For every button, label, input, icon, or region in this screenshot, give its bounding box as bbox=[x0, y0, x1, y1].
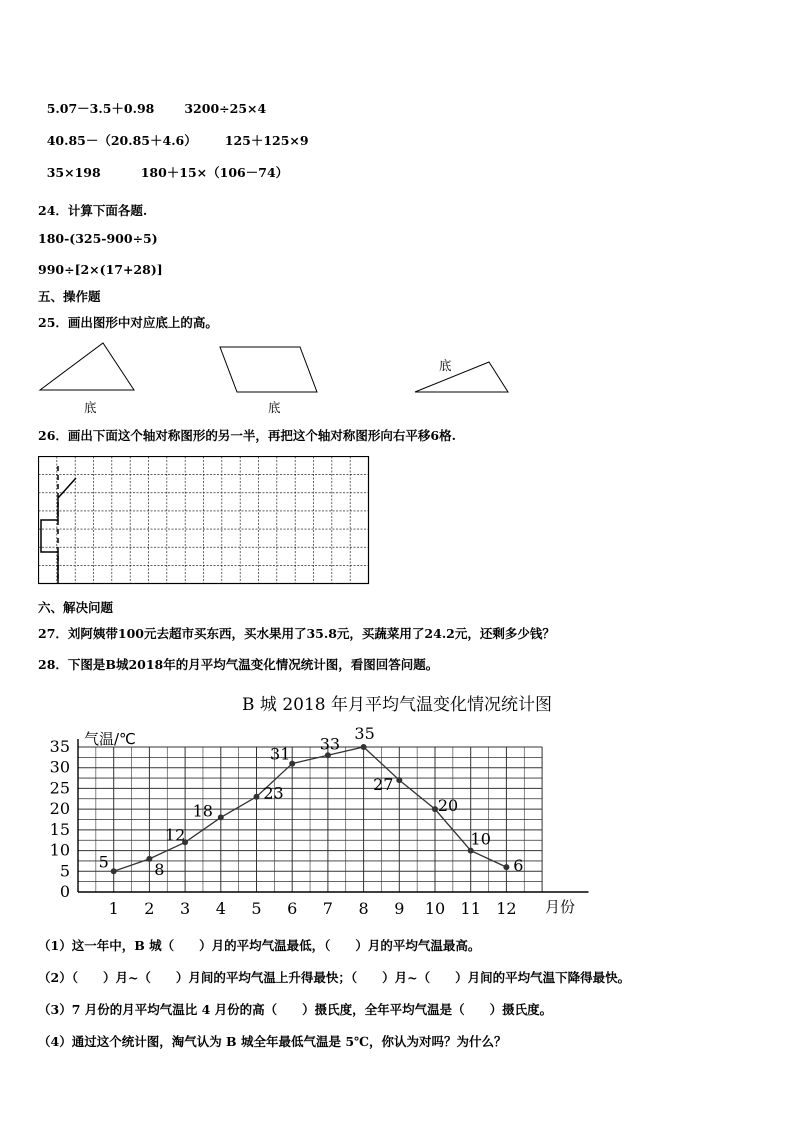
section-6-heading: 六、解决问题 bbox=[38, 600, 114, 615]
x-tick-label: 3 bbox=[180, 899, 191, 918]
base-label: 底 bbox=[84, 400, 97, 415]
question-28-4: （4）通过这个统计图，淘气认为 B 城全年最低气温是 5℃，你认为对吗？为什么？ bbox=[38, 1034, 507, 1049]
y-tick-label: 30 bbox=[49, 757, 70, 777]
y-tick-label: 35 bbox=[49, 737, 70, 756]
question-25-title: 25．画出图形中对应底上的高。 bbox=[38, 315, 218, 330]
question-28-1: （1）这一年中，B 城（ ）月的平均气温最低，（ ）月的平均气温最高。 bbox=[38, 938, 481, 953]
q26-grid bbox=[38, 456, 370, 586]
y-tick-label: 20 bbox=[49, 799, 70, 819]
data-point bbox=[146, 856, 152, 862]
section-5-heading: 五、操作题 bbox=[38, 289, 101, 304]
x-tick-label: 6 bbox=[287, 899, 298, 918]
x-tick-label: 9 bbox=[394, 899, 405, 918]
y-tick-label: 0 bbox=[59, 882, 70, 901]
data-label: 6 bbox=[513, 856, 524, 876]
calc-expression: 5.07－3.5＋0.98 bbox=[46, 101, 155, 116]
question-28-2: （2）（ ）月~（ ）月间的平均气温上升得最快；（ ）月~（ ）月间的平均气温下降得最快。 bbox=[38, 970, 631, 985]
x-tick-label: 12 bbox=[496, 899, 517, 918]
question-28-3: （3）7 月份的月平均气温比 4 月份的高（ ）摄氏度，全年平均气温是（ ）摄氏度。 bbox=[38, 1002, 553, 1017]
x-tick-label: 4 bbox=[215, 899, 226, 918]
x-tick-label: 7 bbox=[322, 899, 333, 918]
data-point bbox=[361, 744, 367, 750]
data-point bbox=[396, 777, 402, 783]
y-tick-label: 15 bbox=[49, 819, 70, 839]
calc-row-3 bbox=[38, 148, 288, 181]
base-label: 底 bbox=[439, 358, 452, 373]
data-point bbox=[218, 814, 224, 820]
x-axis-label: 月份 bbox=[545, 898, 576, 916]
data-point bbox=[254, 794, 260, 800]
line-chart bbox=[30, 720, 610, 920]
x-tick-label: 8 bbox=[358, 899, 369, 918]
data-label: 35 bbox=[354, 724, 375, 743]
question-28: 28．下图是B城2018年的月平均气温变化情况统计图，看图回答问题。 bbox=[38, 657, 439, 672]
question-27: 27．刘阿姨带100元去超市买东西，买水果用了35.8元，买蔬菜用了24.2元，还剩多少钱？ bbox=[38, 626, 555, 641]
data-label: 23 bbox=[263, 783, 284, 803]
y-tick-label: 5 bbox=[59, 861, 70, 881]
x-tick-label: 2 bbox=[144, 899, 155, 918]
data-label: 27 bbox=[373, 775, 394, 795]
x-tick-label: 11 bbox=[460, 899, 481, 918]
data-label: 20 bbox=[437, 796, 459, 816]
x-tick-label: 1 bbox=[108, 899, 119, 918]
calc-row-1 bbox=[38, 84, 266, 117]
y-tick-label: 10 bbox=[49, 840, 70, 860]
data-point bbox=[503, 864, 509, 870]
calc-expression: 125＋125×9 bbox=[224, 133, 309, 148]
x-tick-label: 5 bbox=[251, 899, 262, 918]
calc-expression: 35×198 bbox=[46, 165, 101, 180]
obtuse-triangle-figure bbox=[415, 362, 508, 392]
data-point bbox=[111, 868, 117, 874]
q25-figures bbox=[0, 335, 794, 420]
calc-expression: 180＋15×（106－74） bbox=[140, 165, 289, 180]
question-24-item-1: 180-(325-900÷5) bbox=[38, 231, 158, 246]
data-label: 5 bbox=[98, 852, 109, 872]
calc-expression: 3200÷25×4 bbox=[184, 101, 267, 116]
question-24-title: 24．计算下面各题. bbox=[38, 203, 148, 218]
question-24-item-2: 990÷[2×(17+28)] bbox=[38, 262, 163, 277]
y-axis-label: 气温/℃ bbox=[84, 730, 136, 748]
y-tick-label: 25 bbox=[49, 778, 70, 798]
calc-row-2 bbox=[38, 116, 309, 149]
data-label: 33 bbox=[319, 734, 341, 754]
chart-title: B 城 2018 年月平均气温变化情况统计图 bbox=[242, 695, 552, 715]
data-label: 31 bbox=[270, 744, 291, 764]
base-label: 底 bbox=[268, 400, 281, 415]
calc-expression: 40.85－（20.85＋4.6） bbox=[46, 133, 197, 148]
data-label: 12 bbox=[164, 825, 186, 845]
x-tick-label: 10 bbox=[424, 899, 446, 918]
data-label: 8 bbox=[154, 859, 165, 879]
triangle-figure bbox=[40, 343, 134, 390]
question-26-title: 26．画出下面这个轴对称图形的另一半，再把这个轴对称图形向右平移6格. bbox=[38, 428, 456, 443]
parallelogram-figure bbox=[220, 347, 317, 392]
data-label: 10 bbox=[470, 829, 491, 849]
data-label: 18 bbox=[192, 801, 213, 821]
